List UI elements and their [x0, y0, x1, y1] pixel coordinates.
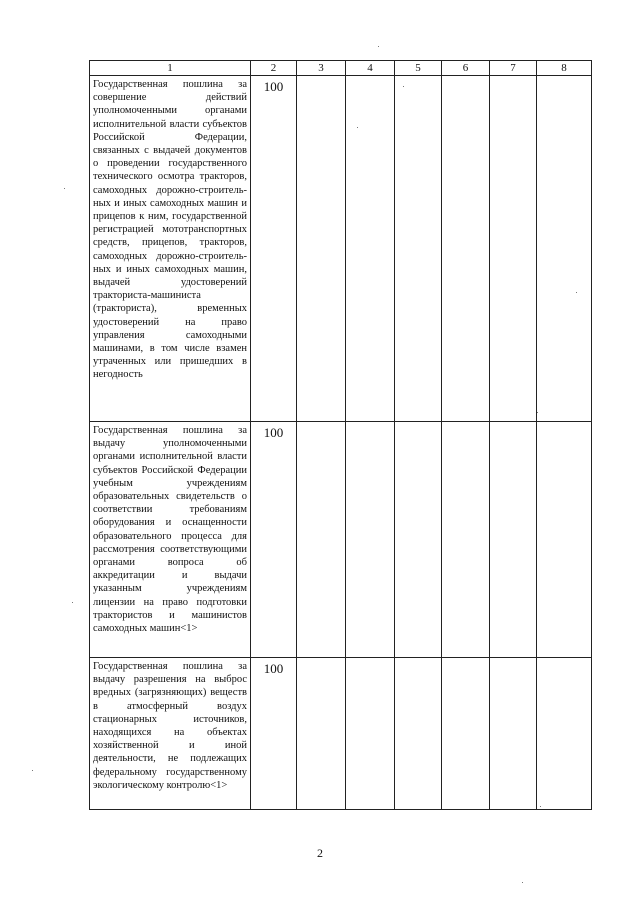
col-header-5: 5: [395, 61, 442, 76]
empty-cell: [297, 76, 346, 422]
row-description: Государственная пошлина за выдачу уполномоченными органами исполнительной власти субъектов Российской Федерации учебным учреждениям образовательных свидетельств о соответствии требованиям оборудования и оснащенности образовательного процесса для рассмотрения соответствующими органами вопроса об аккредитации и выдачи указанным учреждениям лицензии на право подготовки трактористов и машинистов самоходных машин<1>: [90, 422, 251, 658]
empty-cell: [490, 422, 537, 658]
table-row: [90, 76, 592, 422]
col-header-8: 8: [537, 61, 592, 76]
empty-cell: [442, 658, 490, 810]
empty-cell: [395, 422, 442, 658]
empty-cell: [442, 422, 490, 658]
row-rate: 100: [251, 422, 297, 658]
col-header-4: 4: [346, 61, 395, 76]
col-header-3: 3: [297, 61, 346, 76]
empty-cell: [537, 658, 592, 810]
col-header-6: 6: [442, 61, 490, 76]
empty-cell: [346, 76, 395, 422]
scan-speck: [540, 806, 541, 807]
scan-speck: [537, 412, 538, 413]
empty-cell: [346, 658, 395, 810]
col-header-2: 2: [251, 61, 297, 76]
scan-speck: [64, 188, 65, 189]
row-rate: 100: [251, 76, 297, 422]
table-row: [90, 422, 592, 658]
row-description: Государственная пошлина за совершение действий уполномоченными органами исполнительной власти субъектов Российской Федерации, связанных с выдачей документов о проведении государственного технического осмотра тракторов, самоходных дорожно-строитель- ных и иных самоходных машин и прицепов к ним, государственной регистрацией мототранспортных средств, прицепов, тракторов, самоходных дорожно-строитель- ных и иных самоходных машин, выдачей удостоверений тракториста-машиниста (тракториста), временных удостоверений на право управления самоходными машинами, в том числе взамен утраченных или пришедших в негодность: [90, 76, 251, 422]
empty-cell: [346, 422, 395, 658]
table-row: [90, 658, 592, 810]
scan-speck: [32, 770, 33, 771]
col-header-7: 7: [490, 61, 537, 76]
scan-speck: [357, 127, 358, 128]
empty-cell: [395, 658, 442, 810]
col-header-1: 1: [90, 61, 251, 76]
tax-table: [89, 60, 592, 810]
scan-speck: [378, 46, 379, 47]
empty-cell: [297, 658, 346, 810]
empty-cell: [537, 422, 592, 658]
empty-cell: [490, 76, 537, 422]
empty-cell: [490, 658, 537, 810]
empty-cell: [442, 76, 490, 422]
empty-cell: [297, 422, 346, 658]
header-row: [90, 61, 592, 76]
scan-speck: [72, 602, 73, 603]
empty-cell: [537, 76, 592, 422]
page-number: 2: [317, 846, 323, 860]
empty-cell: [395, 76, 442, 422]
scan-speck: [576, 292, 577, 293]
scan-speck: [522, 882, 523, 883]
row-description: Государственная пошлина за выдачу разрешения на выброс вредных (загрязняющих) веществ в атмосферный воздух стационарных источников, находящихся на объектах хозяйственной и иной деятельности, не подлежащих федеральному государственному экологическому контролю<1>: [90, 658, 251, 810]
scan-speck: [403, 86, 404, 87]
row-rate: 100: [251, 658, 297, 810]
